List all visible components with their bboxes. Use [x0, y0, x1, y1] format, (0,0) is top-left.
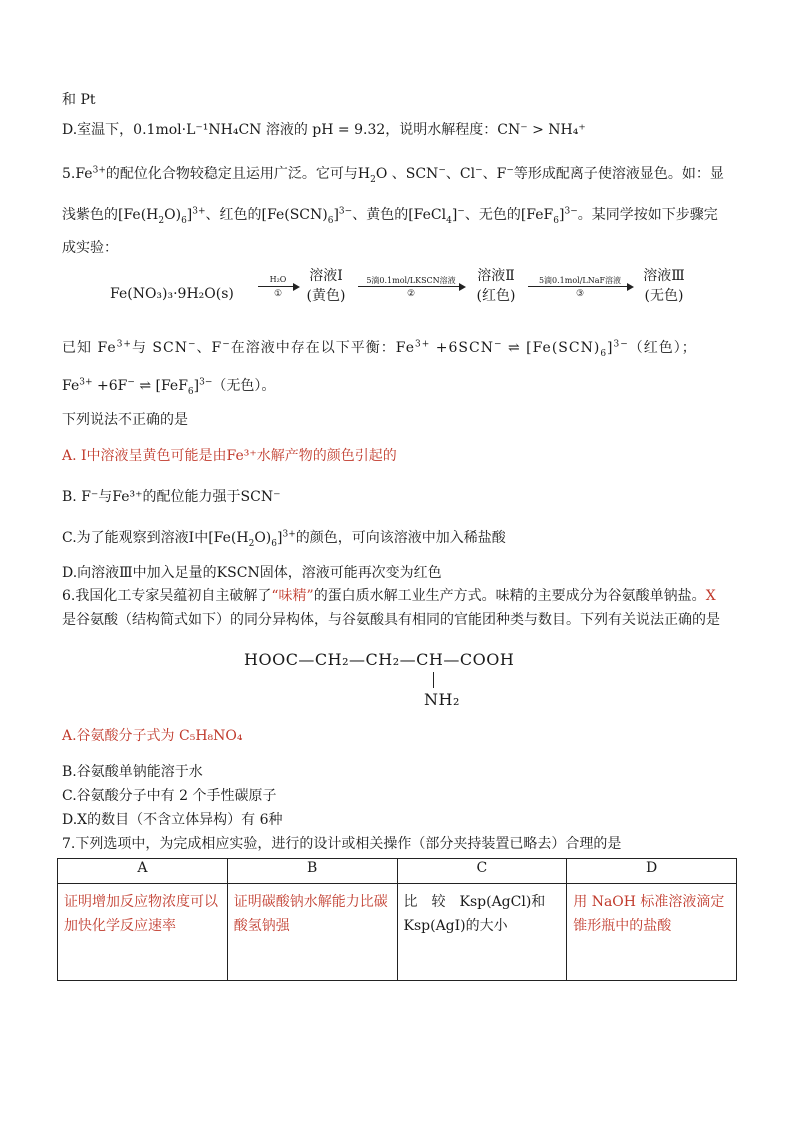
table-cell-d: 用 NaOH 标准溶液滴定锥形瓶中的盐酸	[567, 884, 737, 981]
q7-stem: 7.下列选项中，为完成相应实验，进行的设计或相关操作（部分夹持装置已略去）合理的是	[62, 836, 622, 852]
solution-1	[296, 266, 356, 306]
table-header-b: B	[227, 859, 397, 884]
q5-option-c-b: 的颜色，可向该溶液中加入稀盐酸	[295, 530, 506, 546]
solution-2-name: 溶液Ⅱ	[477, 268, 515, 284]
q6-line1-d: X	[705, 588, 716, 604]
option-4d: D.室温下，0.1mol·L⁻¹NH₄CN 溶液的 pH = 9.32，说明水解程度：CN⁻ > NH₄⁺	[62, 122, 586, 138]
scheme-arrow-2-reagent: 5滴0.1mol/LKSCN溶液	[366, 276, 456, 285]
q5-option-d: D.向溶液Ⅲ中加入足量的KSCN固体，溶液可能再次变为红色	[62, 565, 442, 581]
scheme-arrow-3-step: ③	[575, 289, 585, 299]
q6-option-b: B.谷氨酸单钠能溶于水	[62, 764, 203, 780]
table-cell-b: 证明碳酸钠水解能力比碳酸氢钠强	[227, 884, 397, 981]
q5-intro-text-a: 的配位化合物较稳定且运用广泛。它可与	[105, 166, 358, 182]
q5-line2-d: 、无色的	[464, 207, 521, 223]
table-row	[58, 884, 737, 981]
q5-intro-text-b: 等形成配离子使溶液显色。如：显	[513, 166, 724, 182]
structure-main-chain: HOOC—CH₂—CH₂—CH—COOH	[244, 650, 515, 669]
scheme-start: Fe(NO₃)₃·9H₂O(s)	[110, 286, 234, 302]
q5-prompt: 下列说法不正确的是	[62, 412, 188, 428]
q5-line2-e: 。某同学按如下步骤完	[577, 207, 718, 223]
equilibrium-1: 已知 $Fe^{3+}$与 SCN−、F−在溶液中存在以下平衡：$Fe^{3+} +6SCN^-$ ⇌ $[Fe(SCN)_6]^{3-}$（红色）；	[62, 339, 697, 359]
q5-option-b: B. F⁻与Fe³⁺的配位能力强于SCN⁻	[62, 489, 281, 505]
solution-3-name: 溶液Ⅲ	[643, 268, 685, 284]
eq-text-d: 在溶液中存在以下平衡：	[230, 340, 396, 356]
table-header-a: A	[58, 859, 228, 884]
q5-line2-c: 、黄色的	[352, 207, 409, 223]
eq-colorless: （无色）。	[212, 378, 276, 394]
table-header-c: C	[397, 859, 567, 884]
glutamic-acid-structure	[244, 650, 515, 709]
q5-option-c: C.为了能观察到溶液Ⅰ中$[Fe(H_2O)_6]^{3+}$的颜色，可向该溶液中加入稀盐酸	[62, 529, 506, 549]
solution-2	[466, 266, 526, 306]
solution-1-name: 溶液Ⅰ	[309, 268, 343, 284]
scheme-arrow-1-reagent: H₂O	[269, 275, 287, 284]
scheme-arrow-2-step: ②	[406, 289, 416, 299]
equilibrium-2: $Fe^{3+} +6F^-$ ⇌ $[FeF_6]^{3-}$（无色）。	[62, 377, 276, 397]
q5-intro: $5.Fe^{3+}$的配位化合物较稳定且运用广泛。它可与$H_2O$ 、SCN−、Cl−、F−等形成配离子使溶液显色。如：显	[62, 165, 724, 185]
q6-option-d: D.X的数目（不含立体异构）有 6种	[62, 812, 283, 828]
table-header-d: D	[567, 859, 737, 884]
q5-line3: 成实验：	[62, 240, 118, 256]
scheme-arrow-2	[358, 276, 464, 299]
q5-option-a: A. Ⅰ中溶液呈黄色可能是由Fe³⁺水解产物的颜色引起的	[62, 448, 397, 464]
line-and-pt: 和 Pt	[62, 92, 96, 108]
scheme-arrow-1	[258, 275, 298, 299]
q5-number: 5.	[62, 166, 76, 182]
q6-line1-b: “味精”	[271, 588, 314, 604]
q5-option-c-a: C.为了能观察到溶液Ⅰ中	[62, 530, 209, 546]
q5-complexes-line: 浅紫色的$[Fe(H_2O)_6]^{3+}$、红色的$[Fe(SCN)_6]^{3-}$、黄色的[FeCl$_4$]−、无色的$[FeF_6]^{3-}$。某同学按如下步骤完	[62, 206, 718, 226]
scheme-arrow-1-step: ①	[273, 289, 283, 299]
q7-options-table	[57, 858, 737, 981]
scheme-arrow-3-reagent: 5滴0.1mol/LNaF溶液	[538, 276, 622, 285]
table-header-row	[58, 859, 737, 884]
solution-1-color: (黄色)	[306, 288, 346, 304]
eq-text-a: 已知 Fe	[62, 340, 117, 356]
q6-line1-c: 的蛋白质水解工业生产方式。味精的主要成分为谷氨酸单钠盐。	[313, 588, 706, 604]
solution-3	[634, 266, 694, 306]
structure-substituent: NH₂	[424, 690, 460, 709]
q6-option-a: A.谷氨酸分子式为 C₅H₈NO₄	[62, 728, 243, 744]
reaction-scheme	[110, 266, 710, 312]
q6-line1-a: 6.我国化工专家吴蕴初自主破解了	[62, 588, 272, 604]
eq-text-b: 与 SCN	[131, 340, 188, 356]
eq-red: （红色）；	[628, 340, 697, 356]
table-cell-a: 证明增加反应物浓度可以加快化学反应速率	[58, 884, 228, 981]
eq-text-c: 、F	[196, 340, 223, 356]
scheme-arrow-3	[528, 276, 632, 299]
q5-line2-b: 、红色的	[205, 207, 262, 223]
q6-line2: 是谷氨酸（结构简式如下）的同分异构体，与谷氨酸具有相同的官能团种类与数目。下列有关说法正确的是	[62, 612, 720, 628]
q5-line2-a: 浅紫色的	[62, 207, 118, 223]
q6-line1	[62, 586, 716, 606]
solution-3-color: (无色)	[644, 288, 684, 304]
table-cell-c: 比 较 Ksp(AgCl)和 Ksp(AgI)的大小	[397, 884, 567, 981]
solution-2-color: (红色)	[476, 288, 516, 304]
structure-bond	[433, 672, 434, 688]
q6-option-c: C.谷氨酸分子中有 2 个手性碳原子	[62, 788, 277, 804]
